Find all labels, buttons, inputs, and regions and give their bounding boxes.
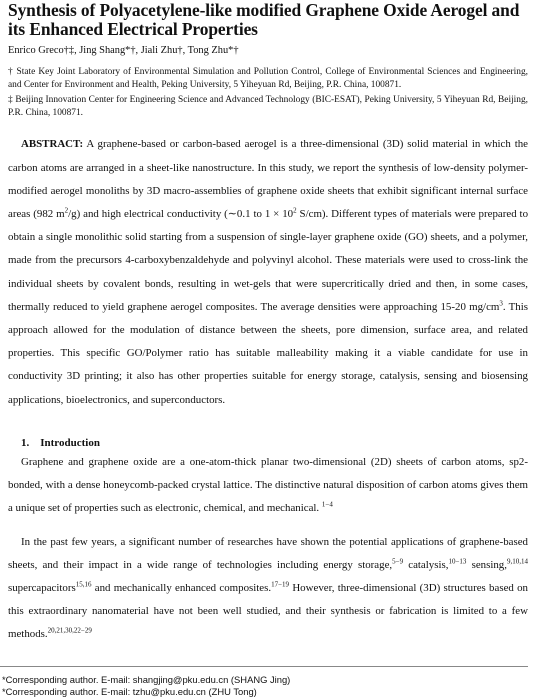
paper-title: Synthesis of Polyacetylene-like modified Graphene Oxide Aerogel and its Enhanced Electrical Properties [8, 0, 520, 39]
section-heading-introduction: 1. Introduction [21, 436, 100, 449]
citation: 10−13 [448, 557, 467, 566]
superscript: 2 [64, 206, 69, 215]
paragraph-text: and mechanically enhanced composites. [91, 581, 272, 594]
citation: 20,21,30,22−29 [47, 626, 92, 635]
superscript: 2 [293, 206, 297, 215]
paragraph-text: However, three-dimensional (3D) structures based on this extraordinary nanomaterial have not been well studied, and their synthesis or fabrication is limited to a few methods. [8, 581, 528, 640]
affiliation-2: ‡ Beijing Innovation Center for Engineering Science and Advanced Technology (BIC-ESAT), Peking University, 5 Yiheyuan Rd, Beijing, P.R. China, 100871. [8, 95, 528, 118]
intro-paragraph-2 [8, 531, 528, 646]
abstract-text: S/cm). Different types of materials were prepared to obtain a single monolithic solid starting from a suspension of single-layer graphene oxide (GO) sheets, and a polymer, made from the precursors 4-carboxybenzaldehyde and polyvinyl alcohol. These materials were used to cross-link the individual sheets by covalent bonds, resulting in wet-gels that were supercritically dried and then, in some cases, thermally reduced to yield graphene aerogel composites. The average densities were approaching 15-20 mg/cm [8, 207, 529, 313]
footnotes [0, 666, 528, 698]
paragraph-text: In the past few years, a significant number of researches have shown the potential applications of graphene-based sheets, and their impact in a wide range of technologies including energy storage, [8, 535, 528, 571]
footnote-corresponding-author-2: *Corresponding author. E-mail: tzhu@pku.edu.cn (ZHU Tong) [2, 685, 257, 697]
paragraph-text: catalysis, [403, 558, 449, 571]
paragraph-text: Graphene and graphene oxide are a one-atom-thick planar two-dimensional (2D) sheets of carbon atoms, sp2-bonded, with a dense honeycomb-packed crystal lattice. The distinctive natural disposition of carbon atoms gives them a unique set of properties such as electronic, chemical, and mechanical. [8, 455, 528, 514]
author-list: Enrico Greco†‡, Jing Shang*†, Jiali Zhu†, Tong Zhu*† [8, 45, 239, 56]
citation: 17−19 [271, 580, 290, 589]
citation: 9,10,14 [506, 557, 528, 566]
citation: 1−4 [321, 500, 333, 509]
citation: 5−9 [392, 557, 404, 566]
abstract [8, 133, 528, 411]
affiliation-1: † State Key Joint Laboratory of Environmental Simulation and Pollution Control, College of Environmental Sciences and Engineering, and Center for Environment and Health, Peking University, 5 Yiheyuan Rd, Beijing, P.R. China, 100871. [8, 67, 528, 90]
citation: 15,16 [75, 580, 92, 589]
paragraph-text: sensing, [466, 558, 507, 571]
abstract-text: A graphene-based or carbon-based aerogel is a three-dimensional (3D) solid material in which the carbon atoms are arranged in a sheet-like nanostructure. In this study, we report the synthesis of low-density polymer-modified aerogel monoliths by 3D macro-assemblies of graphene oxide sheets that exhibit significant internal surface areas (982 m [8, 138, 529, 220]
footnote-corresponding-author-1: *Corresponding author. E-mail: shangjing@pku.edu.cn (SHANG Jing) [2, 674, 291, 685]
abstract-text: . This approach allowed for the modulation of distance between the sheets, pore dimension, surface area, and related properties. This specific GO/Polymer ratio has suitable malleability making it a viable candidate for use in conductivity 3D printing; it also has other properties suitable for energy storage, catalysis, sensing and biosensing applications, bioelectronics, and superconductors. [8, 300, 528, 406]
paragraph-text: supercapacitors [8, 581, 76, 594]
abstract-text: /g) and high electrical conductivity (∼0.1 to 1 × 10 [68, 207, 294, 220]
intro-paragraph-1 [8, 451, 528, 520]
abstract-label: ABSTRACT: [21, 138, 84, 151]
superscript: 3 [499, 299, 503, 308]
